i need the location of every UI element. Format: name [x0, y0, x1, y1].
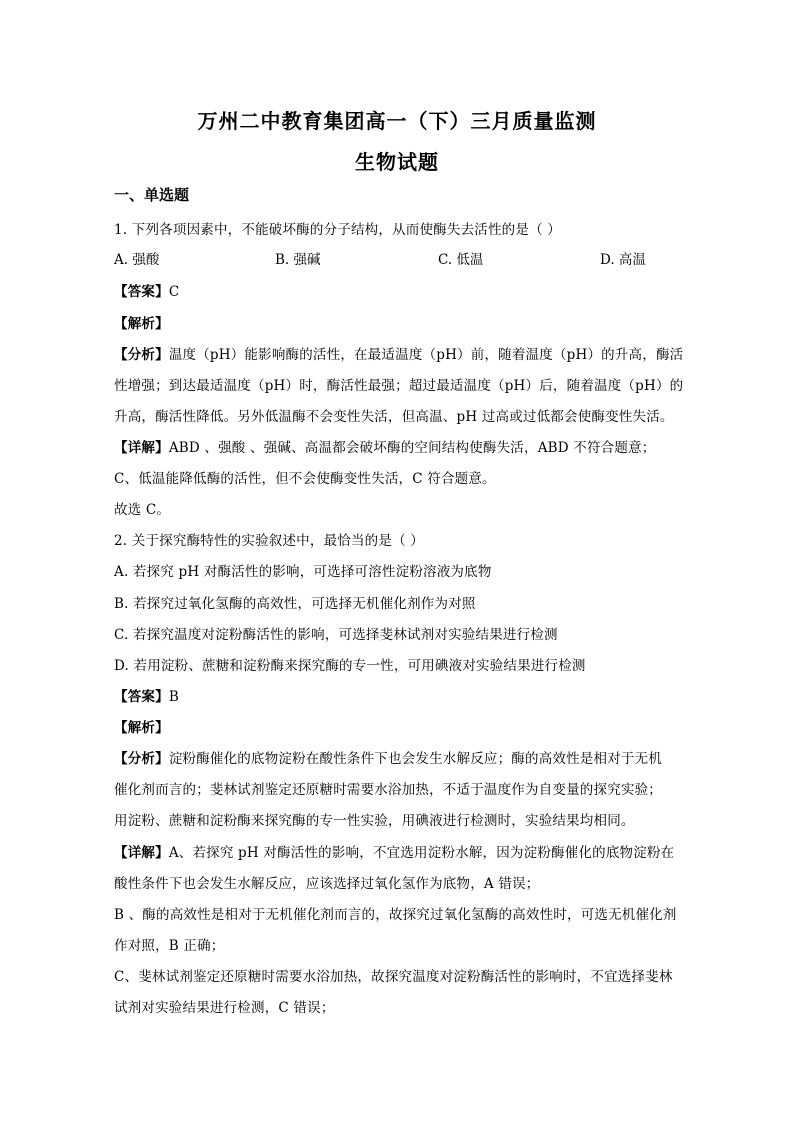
q1-option-c: C. 低温: [438, 252, 484, 268]
page-title: 万州二中教育集团高一（下）三月质量监测: [197, 109, 597, 133]
q2-option-d: D. 若用淀粉、蔗糖和淀粉酶来探究酶的专一性，可用碘液对实验结果进行检测: [114, 658, 586, 674]
q2-answer: [114, 685, 179, 705]
q1-option-d: D. 高温: [600, 252, 646, 268]
fenxi-text: 淀粉酶催化的底物淀粉在酸性条件下也会发生水解反应；酶的高效性是相对于无机: [168, 751, 663, 767]
answer-value: C: [168, 284, 180, 300]
q2-xiangjie-line-3: B 、酶的高效性是相对于无机催化剂而言的，故探究过氧化氢酶的高效性时，可选无机催化剂: [114, 907, 677, 923]
q1-option-a: A. 强酸: [114, 252, 160, 268]
question-2-stem: 2. 关于探究酶特性的实验叙述中，最恰当的是（ ）: [114, 533, 424, 549]
fenxi-tag: 【分析】: [114, 347, 169, 363]
q2-fenxi-line-1: [114, 747, 662, 767]
q1-xiangjie-line-2: C、低温能降低酶的活性，但不会使酶变性失活，C 符合题意。: [114, 471, 496, 487]
q1-analysis-tag: 【解析】: [114, 316, 169, 332]
q1-xiangjie-line-1: [114, 436, 655, 456]
q2-fenxi-line-3: 用淀粉、蔗糖和淀粉酶来探究酶的专一性实验，用碘液进行检测时，实验结果均相同。: [114, 813, 635, 829]
page-subtitle: 生物试题: [355, 150, 439, 174]
xiangjie-tag: 【详解】: [114, 440, 169, 456]
q1-fenxi-line-1: [114, 343, 683, 363]
q1-fenxi-line-2: 性增强；到达最适温度（pH）时，酶活性最强；超过最适温度（pH）后，随着温度（pH）的: [114, 378, 684, 394]
answer-value: B: [168, 689, 179, 705]
fenxi-tag: 【分析】: [114, 751, 169, 767]
answer-tag: 【答案】: [114, 284, 169, 300]
q2-xiangjie-line-6: 试剂对实验结果进行检测，C 错误；: [114, 1000, 335, 1016]
q2-xiangjie-line-2: 酸性条件下也会发生水解反应，应该选择过氧化氢作为底物，A 错误；: [114, 876, 540, 892]
xiangjie-tag: 【详解】: [114, 845, 169, 861]
q2-option-a: A. 若探究 pH 对酶活性的影响，可选择可溶性淀粉溶液为底物: [114, 564, 492, 580]
fenxi-text: 温度（pH）能影响酶的活性，在最适温度（pH）前，随着温度（pH）的升高，酶活: [168, 347, 684, 363]
xiangjie-text: A、若探究 pH 对酶活性的影响，不宜选用淀粉水解，因为淀粉酶催化的底物淀粉在: [168, 845, 675, 861]
section-heading: 一、单选题: [114, 186, 190, 204]
q2-option-c: C. 若探究温度对淀粉酶活性的影响，可选择斐林试剂对实验结果进行检测: [114, 627, 558, 643]
q2-option-b: B. 若探究过氧化氢酶的高效性，可选择无机催化剂作为对照: [114, 596, 476, 612]
q2-fenxi-line-2: 催化剂而言的；斐林试剂鉴定还原糖时需要水浴加热，不适于温度作为自变量的探究实验；: [114, 782, 662, 798]
q1-answer: [114, 280, 179, 300]
q1-conclusion: 故选 C。: [114, 502, 171, 518]
xiangjie-text: ABD 、强酸 、强碱、高温都会破坏酶的空间结构使酶失活，ABD 不符合题意；: [168, 440, 656, 456]
answer-tag: 【答案】: [114, 689, 169, 705]
q2-analysis-tag: 【解析】: [114, 720, 169, 736]
q1-option-b: B. 强碱: [275, 252, 321, 268]
q2-xiangjie-line-5: C、斐林试剂鉴定还原糖时需要水浴加热，故探究温度对淀粉酶活性的影响时，不宜选择斐林: [114, 969, 673, 985]
q2-xiangjie-line-4: 作对照，B 正确；: [114, 938, 225, 954]
question-1-stem: 1. 下列各项因素中，不能破坏酶的分子结构，从而使酶失去活性的是（ ）: [114, 222, 561, 238]
q2-xiangjie-line-1: [114, 841, 674, 861]
q1-fenxi-line-3: 升高，酶活性降低。另外低温酶不会变性失活，但高温、pH 过高或过低都会使酶变性失活。: [114, 409, 674, 425]
